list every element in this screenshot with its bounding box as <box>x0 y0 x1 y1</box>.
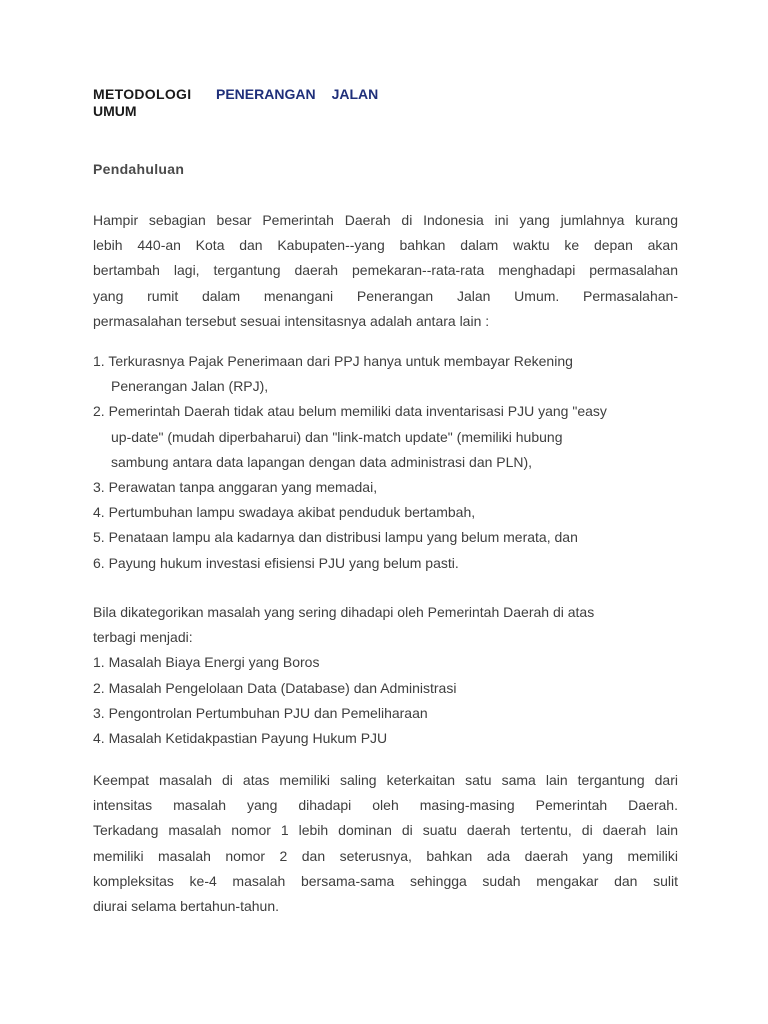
list-item-continuation: sambung antara data lapangan dengan data administrasi dan PLN), <box>111 453 533 470</box>
document-title <box>93 85 378 103</box>
intro-line: yang rumit dalam menangani Penerangan Jalan Umum. Permasalahan- <box>93 287 678 304</box>
closing-paragraph <box>93 768 678 919</box>
list-item-continuation: Penerangan Jalan (RPJ), <box>111 378 269 395</box>
list-item: 5. Penataan lampu ala kadarnya dan distribusi lampu yang belum merata, dan <box>93 529 578 546</box>
title-link-word-2[interactable]: JALAN <box>331 86 379 102</box>
closing-line: kompleksitas ke-4 masalah bersama-sama sehingga sudah mengakar dan sulit <box>93 872 678 889</box>
intro-line: permasalahan tersebut sesuai intensitasnya adalah antara lain : <box>93 312 490 329</box>
closing-line: diurai selama bertahun-tahun. <box>93 898 280 915</box>
category-intro-line: terbagi menjadi: <box>93 629 193 646</box>
list-item: 2. Pemerintah Daerah tidak atau belum memiliki data inventarisasi PJU yang "easy <box>93 403 607 420</box>
closing-line: memiliki masalah nomor 2 dan seterusnya, bahkan ada daerah yang memiliki <box>93 847 678 864</box>
category-item: 4. Masalah Ketidakpastian Payung Hukum PJU <box>93 730 388 747</box>
title-link-word-1[interactable]: PENERANGAN <box>216 86 316 102</box>
list-item: 4. Pertumbuhan lampu swadaya akibat penduduk bertambah, <box>93 504 476 521</box>
closing-line: Keempat masalah di atas memiliki saling keterkaitan satu sama lain tergantung dari <box>93 772 678 788</box>
title-link[interactable] <box>216 86 378 102</box>
category-intro-line: Bila dikategorikan masalah yang sering dihadapi oleh Pemerintah Daerah di atas <box>93 604 595 620</box>
list-item: 6. Payung hukum investasi efisiensi PJU yang belum pasti. <box>93 554 459 571</box>
category-item: 2. Masalah Pengelolaan Data (Database) dan Administrasi <box>93 679 457 696</box>
category-item: 3. Pengontrolan Pertumbuhan PJU dan Pemeliharaan <box>93 704 428 721</box>
problem-list <box>93 349 683 576</box>
list-item: 1. Terkurasnya Pajak Penerimaan dari PPJ hanya untuk membayar Rekening <box>93 353 573 369</box>
list-item-continuation: up-date" (mudah diperbaharui) dan "link-match update" (memiliki hubung <box>111 428 563 445</box>
title-part-1: METODOLOGI <box>93 86 192 102</box>
section-heading: Pendahuluan <box>93 161 185 177</box>
category-item: 1. Masalah Biaya Energi yang Boros <box>93 654 320 671</box>
closing-line: intensitas masalah yang dihadapi oleh masing-masing Pemerintah Daerah. <box>93 797 678 814</box>
intro-paragraph <box>93 208 678 334</box>
list-item: 3. Perawatan tanpa anggaran yang memadai, <box>93 479 378 496</box>
intro-line: bertambah lagi, tergantung daerah pemekaran--rata-rata menghadapi permasalahan <box>93 262 678 279</box>
closing-line: Terkadang masalah nomor 1 lebih dominan di suatu daerah tertentu, di daerah lain <box>93 822 678 839</box>
intro-line: Hampir sebagian besar Pemerintah Daerah di Indonesia ini yang jumlahnya kurang <box>93 212 678 228</box>
title-part-3: UMUM <box>93 103 137 119</box>
category-section <box>93 600 683 751</box>
intro-line: lebih 440-an Kota dan Kabupaten--yang bahkan dalam waktu ke depan akan <box>93 237 678 254</box>
